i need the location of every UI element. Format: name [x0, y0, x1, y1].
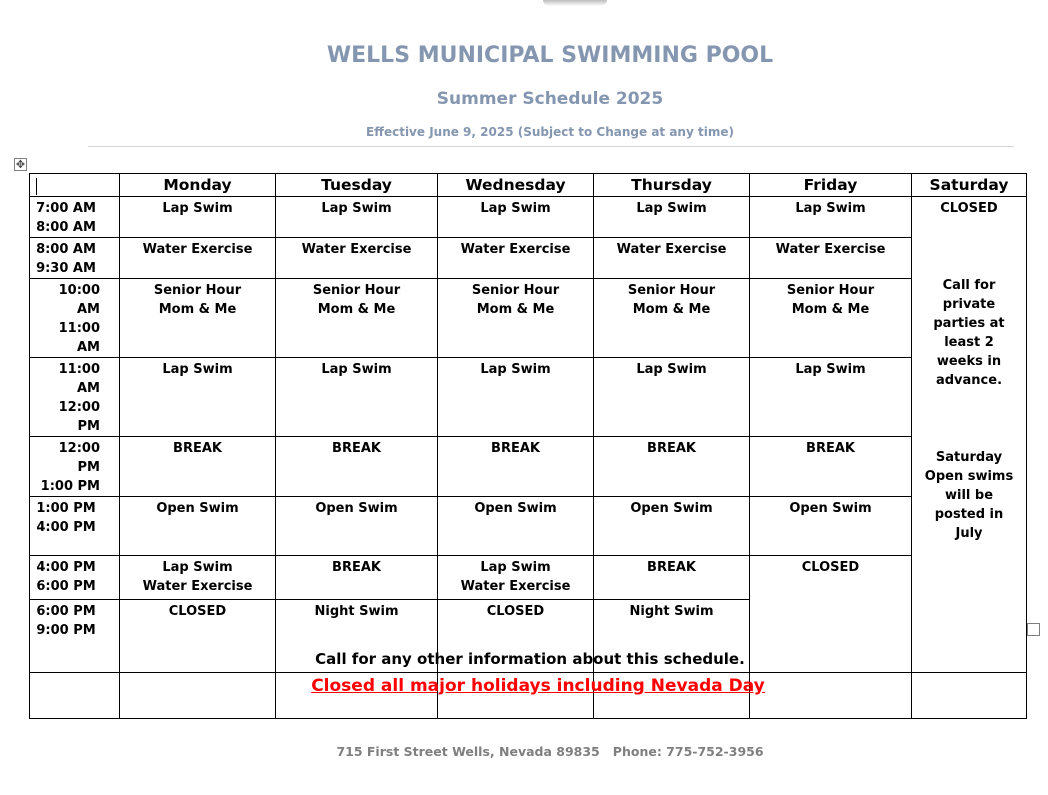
info-note: Call for any other information about this schedule.	[315, 650, 745, 668]
activity-cell: Lap Swim	[750, 197, 912, 238]
activity-cell: BREAK	[750, 437, 912, 497]
time-cell	[30, 358, 120, 437]
time-end: 4:00 PM	[36, 520, 96, 535]
activity-line: Water Exercise	[142, 579, 253, 594]
page-title: WELLS MUNICIPAL SWIMMING POOL	[326, 43, 774, 68]
page-subtitle: Summer Schedule 2025	[436, 89, 664, 109]
table-row	[30, 279, 1027, 358]
activity-cell: CLOSED	[438, 600, 594, 673]
time-end: 9:00 PM	[36, 623, 96, 638]
activity-cell	[276, 279, 438, 358]
time-start: 10:00 AM	[58, 283, 100, 317]
saturday-private-parties: Call for private parties at least 2 weeks in advance.	[933, 278, 1005, 388]
activity-cell: Lap Swim	[438, 358, 594, 437]
activity-cell: Open Swim	[750, 497, 912, 556]
activity-line: Mom & Me	[632, 302, 711, 317]
activity-line: Senior Hour	[786, 283, 875, 298]
activity-cell: BREAK	[276, 556, 438, 600]
time-start: 8:00 AM	[36, 242, 96, 257]
time-cell	[30, 556, 120, 600]
activity-cell: Water Exercise	[750, 238, 912, 279]
day-header-tuesday: Tuesday	[276, 174, 438, 197]
activity-cell: BREAK	[594, 437, 750, 497]
activity-line: Senior Hour	[312, 283, 401, 298]
time-start: 6:00 PM	[36, 604, 96, 619]
activity-cell: Night Swim	[594, 600, 750, 673]
activity-cell	[120, 556, 276, 600]
activity-line: Lap Swim	[480, 560, 551, 575]
time-end: 12:00 PM	[58, 400, 100, 434]
activity-cell: CLOSED	[120, 600, 276, 673]
activity-cell: Night Swim	[276, 600, 438, 673]
header-row	[30, 174, 1027, 197]
time-end: 8:00 AM	[36, 220, 96, 235]
header-divider	[88, 146, 1014, 147]
activity-line: Senior Hour	[471, 283, 560, 298]
table-row	[30, 556, 1027, 600]
activity-cell	[438, 279, 594, 358]
activity-line: Senior Hour	[153, 283, 242, 298]
time-end: 6:00 PM	[36, 579, 96, 594]
day-header-monday: Monday	[120, 174, 276, 197]
activity-cell: BREAK	[276, 437, 438, 497]
activity-cell: Water Exercise	[438, 238, 594, 279]
time-end: 1:00 PM	[40, 479, 100, 494]
saturday-open-swims: Saturday Open swims will be posted in July	[924, 450, 1014, 541]
activity-line: Lap Swim	[162, 560, 233, 575]
table-move-handle-icon[interactable]: ✥	[15, 158, 26, 171]
activity-cell: BREAK	[438, 437, 594, 497]
activity-line: Mom & Me	[791, 302, 870, 317]
activity-cell: Lap Swim	[594, 197, 750, 238]
table-row	[30, 197, 1027, 238]
time-end: 9:30 AM	[36, 261, 96, 276]
day-header-wednesday: Wednesday	[438, 174, 594, 197]
activity-line: Water Exercise	[460, 579, 571, 594]
table-row	[30, 238, 1027, 279]
window-top-shadow	[543, 0, 607, 6]
activity-line: Senior Hour	[627, 283, 716, 298]
activity-cell: Open Swim	[594, 497, 750, 556]
time-start: 11:00 AM	[58, 362, 100, 396]
activity-cell: BREAK	[594, 556, 750, 600]
activity-cell	[750, 279, 912, 358]
time-start: 12:00 PM	[58, 441, 100, 475]
activity-cell: Lap Swim	[120, 197, 276, 238]
activity-cell	[594, 279, 750, 358]
activity-cell: Lap Swim	[594, 358, 750, 437]
activity-cell: Water Exercise	[594, 238, 750, 279]
activity-line: Mom & Me	[317, 302, 396, 317]
corner-cell[interactable]	[30, 174, 120, 197]
activity-cell: Open Swim	[438, 497, 594, 556]
table-row	[30, 358, 1027, 437]
saturday-cell	[912, 197, 1027, 673]
activity-cell: Water Exercise	[276, 238, 438, 279]
time-cell	[30, 238, 120, 279]
activity-line: Mom & Me	[476, 302, 555, 317]
activity-cell	[120, 279, 276, 358]
time-cell	[30, 197, 120, 238]
time-cell	[30, 497, 120, 556]
activity-cell: Lap Swim	[120, 358, 276, 437]
activity-line: Mom & Me	[158, 302, 237, 317]
time-start: 4:00 PM	[36, 560, 96, 575]
activity-cell: Water Exercise	[120, 238, 276, 279]
time-start: 1:00 PM	[36, 501, 96, 516]
day-header-friday: Friday	[750, 174, 912, 197]
text-cursor	[36, 178, 37, 195]
friday-evening-cell: CLOSED	[750, 556, 912, 673]
holiday-notice: Closed all major holidays including Nevada Day	[311, 676, 765, 696]
activity-cell: Lap Swim	[276, 358, 438, 437]
schedule-table	[29, 173, 1027, 719]
table-resize-handle[interactable]	[1027, 623, 1040, 636]
day-header-saturday: Saturday	[912, 174, 1027, 197]
day-header-thursday: Thursday	[594, 174, 750, 197]
address-line: 715 First Street Wells, Nevada 89835 Phone: 775-752-3956	[336, 744, 764, 759]
activity-cell: Lap Swim	[438, 197, 594, 238]
table-row	[30, 437, 1027, 497]
activity-cell: BREAK	[120, 437, 276, 497]
activity-cell: Open Swim	[120, 497, 276, 556]
table-row	[30, 497, 1027, 556]
time-cell	[30, 279, 120, 358]
activity-cell: Lap Swim	[276, 197, 438, 238]
activity-cell	[438, 556, 594, 600]
time-cell	[30, 437, 120, 497]
activity-cell: Lap Swim	[750, 358, 912, 437]
activity-cell: Open Swim	[276, 497, 438, 556]
saturday-closed: CLOSED	[940, 201, 998, 216]
time-end: 11:00 AM	[58, 321, 100, 355]
time-start: 7:00 AM	[36, 201, 96, 216]
effective-date-note: Effective June 9, 2025 (Subject to Change at any time)	[366, 125, 734, 139]
